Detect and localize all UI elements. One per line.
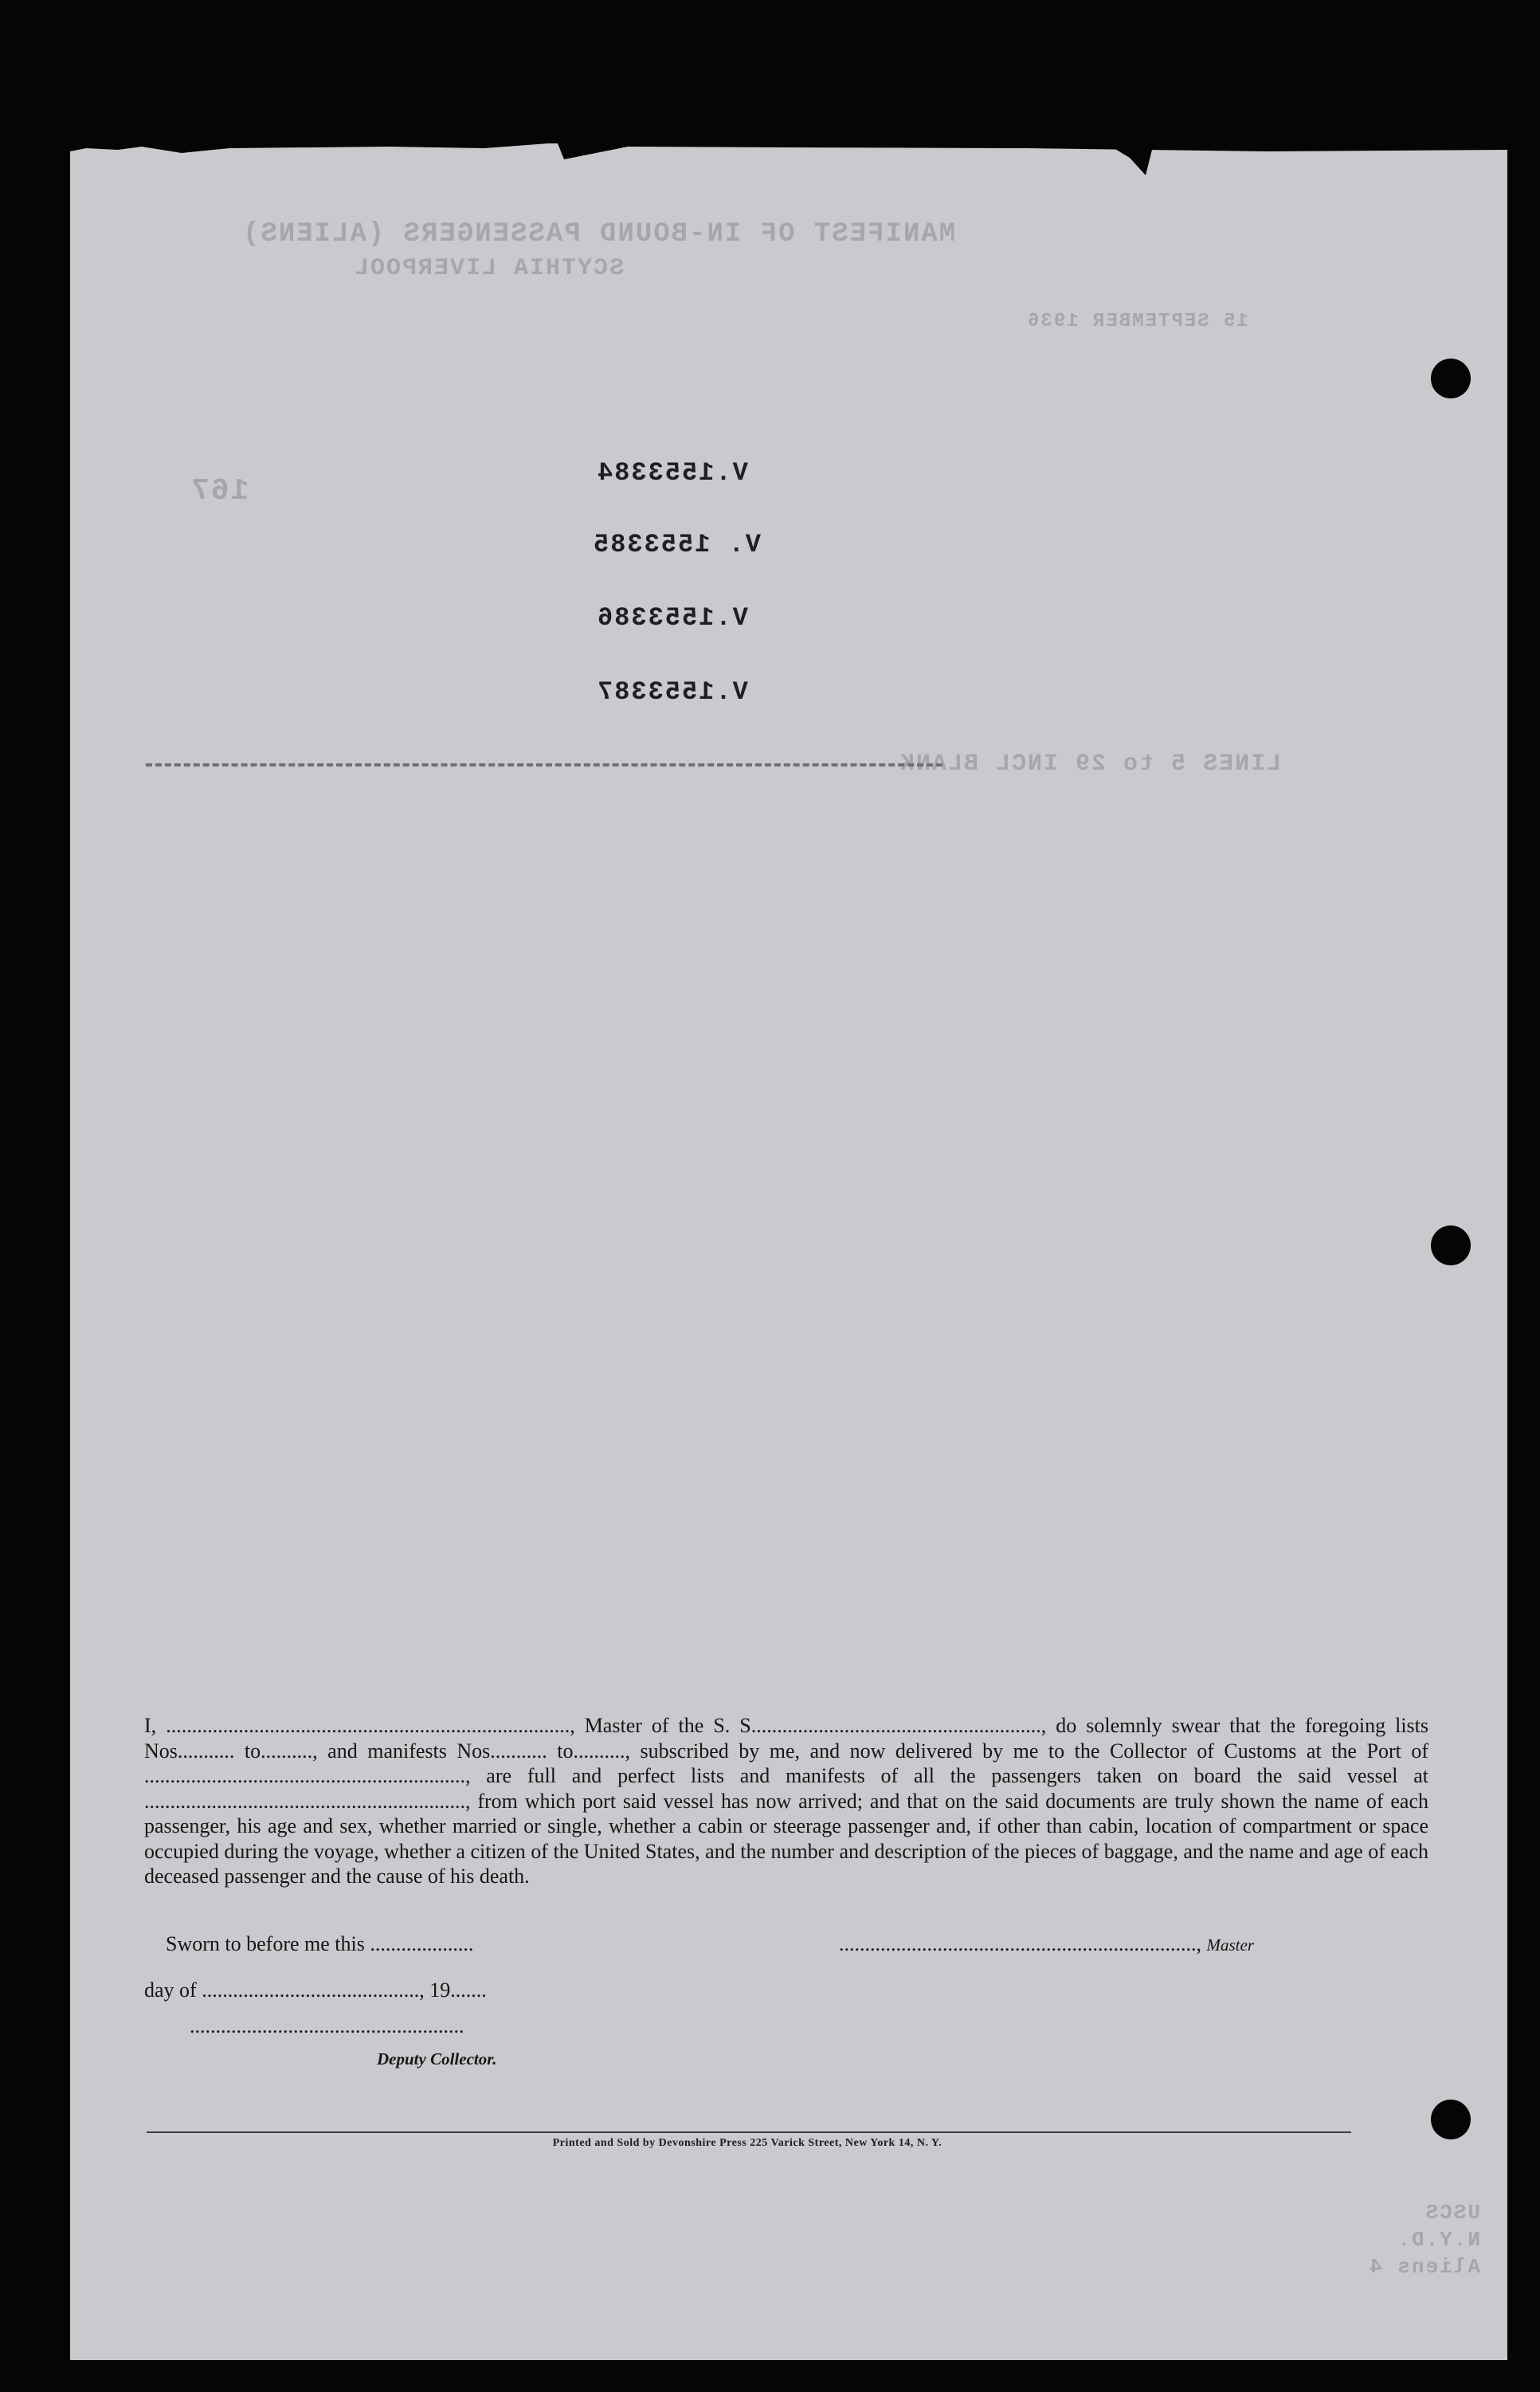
master-signature-line: ....................................................................., Master <box>839 1932 1254 1955</box>
ghost-page-number: 167 <box>190 474 249 508</box>
ghost-header-2: SCYTHIA LIVERPOOL <box>353 255 625 282</box>
sworn-line: Sworn to before me this .................... <box>166 1932 474 1955</box>
ghost-header-1: MANIFEST OF IN-BOUND PASSENGERS (ALIENS) <box>241 219 956 249</box>
ghost-header-3: 15 SEPTEMBER 1936 <box>1026 311 1248 332</box>
ghost-visa-4: V.1553387 <box>596 677 748 707</box>
ghost-visa-1: V.1553384 <box>596 458 748 488</box>
punch-hole-middle <box>1431 1225 1471 1265</box>
dashed-separator <box>146 763 942 767</box>
day-of-line: day of .........................................., 19....... <box>144 1978 487 2002</box>
punch-hole-top <box>1431 359 1471 398</box>
master-oath-paragraph: I, .............................................................................., Master of the S. S........................................................, do solemnly swear that the foregoing lists Nos........... to.........., and manifests Nos........... to.........., subscribed by me, and now delivered by me to the Collector of Customs at the Port of .............................................................., are full and perfect lists and manifests of all the passengers taken on board the said vessel at .............................................................., from which port said vessel has now arrived; and that on the said documents are truly shown the name of each passenger, his age and sex, whether married or single, whether a cabin or steerage passenger and, if other than cabin, location of compartment or space occupied during the voyage, whether a citizen of the United States, and the number and description of the pieces of baggage, and the name and age of each deceased passenger and the cause of his death. <box>144 1714 1429 1888</box>
footer-rule <box>147 2131 1351 2133</box>
ghost-visa-2: V. 1553385 <box>592 530 762 559</box>
ghost-blank-lines-note: LINES 5 to 29 INCL BLANK <box>899 751 1282 778</box>
punch-hole-bottom <box>1431 2100 1471 2139</box>
ghost-margin-note: USCS N.Y.D. Aliens 4 <box>1368 2201 1480 2279</box>
torn-top-edge <box>70 143 1507 175</box>
deputy-collector-label: Deputy Collector. <box>377 2049 497 2068</box>
deputy-signature-dots: ..................................................... <box>190 2014 464 2037</box>
manifest-page <box>70 143 1507 2360</box>
ghost-visa-3: V.1553386 <box>596 603 748 633</box>
printer-imprint: Printed and Sold by Devonshire Press 225 Varick Street, New York 14, N. Y. <box>552 2137 942 2149</box>
